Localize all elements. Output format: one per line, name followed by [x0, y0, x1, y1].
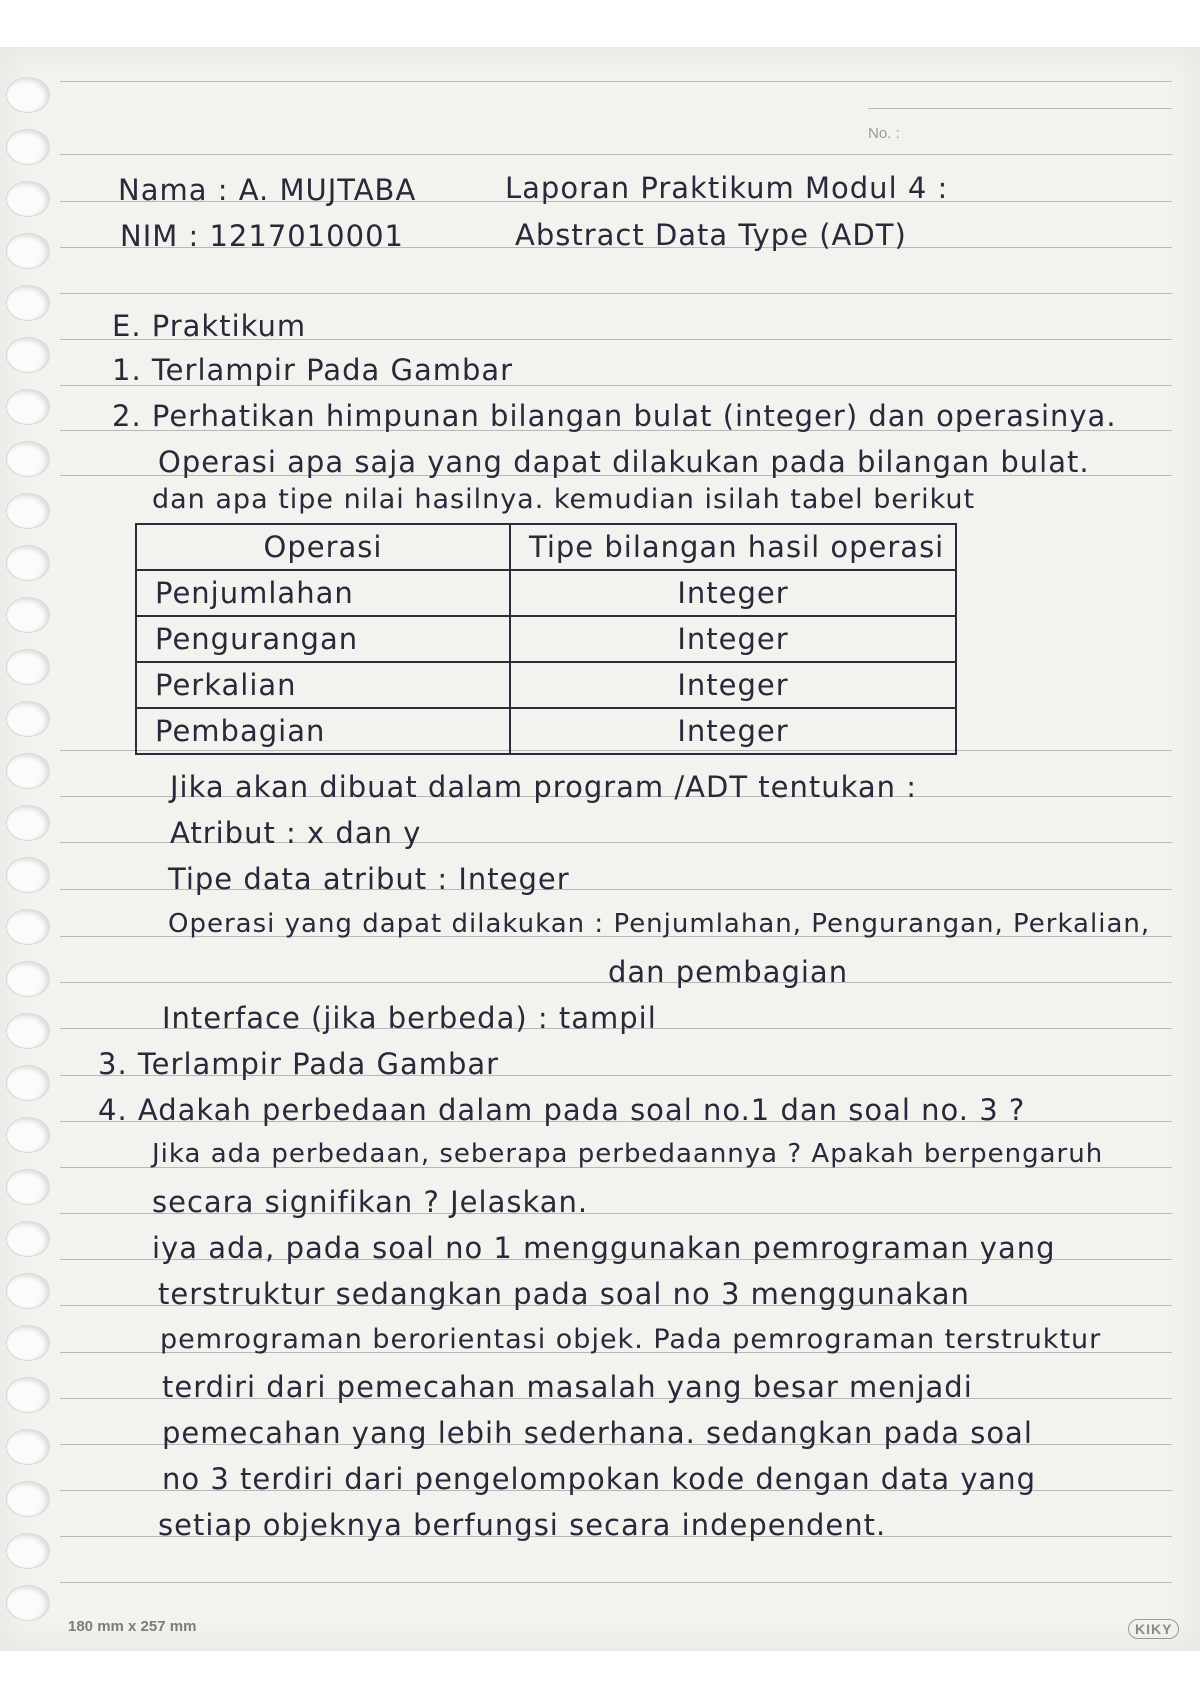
item-4-line-10: setiap objeknya berfungsi secara independent.: [158, 1508, 887, 1542]
result-type-cell: Integer: [510, 708, 956, 754]
adt-intro: Jika akan dibuat dalam program /ADT tentukan :: [170, 770, 918, 804]
column-header-result-type: Tipe bilangan hasil operasi: [510, 524, 956, 570]
adt-interface: Interface (jika berbeda) : tampil: [162, 1001, 657, 1035]
item-4-line-8: pemecahan yang lebih sederhana. sedangkan pada soal: [162, 1416, 1033, 1450]
operation-cell: Perkalian: [136, 662, 510, 708]
section-title: E. Praktikum: [112, 309, 307, 343]
operations-table: [135, 523, 957, 755]
adt-operations-line-2: dan pembagian: [608, 955, 849, 989]
item-2-line-1: 2. Perhatikan himpunan bilangan bulat (integer) dan operasinya.: [112, 399, 1117, 433]
column-header-operation: Operasi: [136, 524, 510, 570]
table-row: [136, 570, 956, 616]
item-4-line-9: no 3 terdiri dari pengelompokan kode dengan data yang: [162, 1462, 1037, 1496]
operation-cell: Pembagian: [136, 708, 510, 754]
item-4-line-3: secara signifikan ? Jelaskan.: [152, 1185, 589, 1219]
table-header-row: [136, 524, 956, 570]
page-number-label: No. :: [868, 125, 900, 142]
operation-cell: Pengurangan: [136, 616, 510, 662]
item-2-line-3: dan apa tipe nilai hasilnya. kemudian isilah tabel berikut: [152, 484, 976, 515]
report-subtitle: Abstract Data Type (ADT): [515, 218, 907, 252]
result-type-cell: Integer: [510, 662, 956, 708]
report-title: Laporan Praktikum Modul 4 :: [505, 171, 949, 205]
notebook-page: [0, 47, 1200, 1651]
nim-line: NIM : 1217010001: [120, 219, 404, 253]
table-row: [136, 708, 956, 754]
brand-logo: KIKY: [1128, 1619, 1179, 1639]
adt-attribute: Atribut : x dan y: [170, 816, 422, 850]
item-4-line-4: iya ada, pada soal no 1 menggunakan pemrograman yang: [152, 1231, 1056, 1265]
item-4-line-5: terstruktur sedangkan pada soal no 3 menggunakan: [158, 1277, 970, 1311]
item-4-line-6: pemrograman berorientasi objek. Pada pemrograman terstruktur: [160, 1324, 1102, 1355]
table-row: [136, 662, 956, 708]
adt-operations-line-1: Operasi yang dapat dilakukan : Penjumlahan, Pengurangan, Perkalian,: [168, 909, 1151, 939]
paper-size-label: 180 mm x 257 mm: [68, 1618, 197, 1635]
item-4-line-7: terdiri dari pemecahan masalah yang besar menjadi: [162, 1370, 973, 1404]
item-1: 1. Terlampir Pada Gambar: [112, 353, 514, 387]
item-3: 3. Terlampir Pada Gambar: [98, 1047, 500, 1081]
item-4-line-2: Jika ada perbedaan, seberapa perbedaannya ? Apakah berpengaruh: [152, 1139, 1104, 1169]
item-4-line-1: 4. Adakah perbedaan dalam pada soal no.1 dan soal no. 3 ?: [98, 1093, 1026, 1127]
result-type-cell: Integer: [510, 570, 956, 616]
result-type-cell: Integer: [510, 616, 956, 662]
item-2-line-2: Operasi apa saja yang dapat dilakukan pada bilangan bulat.: [158, 445, 1090, 479]
adt-attribute-type: Tipe data atribut : Integer: [168, 862, 570, 896]
name-line: Nama : A. MUJTABA: [118, 173, 417, 207]
table-row: [136, 616, 956, 662]
operation-cell: Penjumlahan: [136, 570, 510, 616]
